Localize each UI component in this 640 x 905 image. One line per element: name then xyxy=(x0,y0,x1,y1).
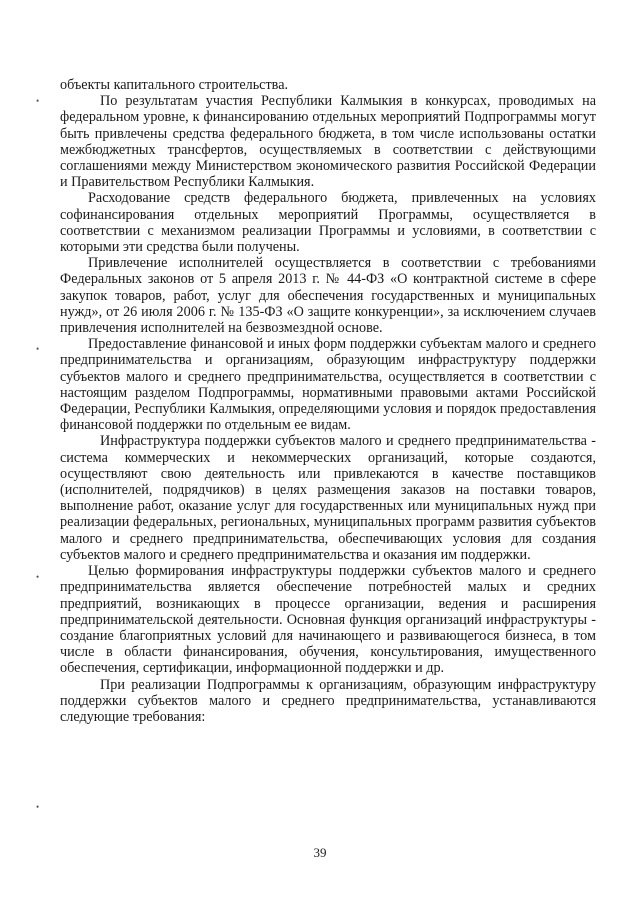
paragraph-8: При реализации Подпрограммы к организациям, образующим инфраструктуру поддержки субъектов малого и среднего предпринимательства, устанавливаются следующие требования: xyxy=(60,676,596,725)
paragraph-5: Предоставление финансовой и иных форм поддержки субъектам малого и среднего предпринимательства и организациям, образующим инфраструктуру поддержки субъектов малого и среднего предпринимательства, осуществляется в соответствии с настоящим разделом Подпрограммы, нормативными правовыми актами Российской Федерации, Республики Калмыкия, определяющими условия и порядок предоставления финансовой поддержки по отдельным ее видам. xyxy=(60,336,596,434)
paragraph-2: По результатам участия Республики Калмыкия в конкурсах, проводимых на федеральном уровне, к финансированию отдельных мероприятий Подпрограммы могут быть привлечены средства федерального бюджета, в том числе использованы остатки межбюджетных трансфертов, осуществляемых в соответствии с действующими соглашениями между Министерством экономического развития Российской Федерации и Правительством Республики Калмыкия. xyxy=(60,93,596,191)
scan-margin-mark: • xyxy=(36,802,40,812)
scan-margin-mark: • xyxy=(36,344,40,354)
paragraph-6: Инфраструктура поддержки субъектов малого и среднего предпринимательства - система коммерческих и некоммерческих организаций, которые создаются, осуществляют свою деятельность или привлекаются в качестве поставщиков (исполнителей, подрядчиков) в целях размещения заказов на поставки товаров, выполнение работ, оказание услуг для государственных или муниципальных нужд при реализации федеральных, региональных, муниципальных программ развития субъектов малого и среднего предпринимательства, обеспечивающих условия для создания субъектов малого и среднего предпринимательства и оказания им поддержки. xyxy=(60,433,596,563)
scan-margin-mark: • xyxy=(36,572,40,582)
paragraph-7: Целью формирования инфраструктуры поддержки субъектов малого и среднего предпринимательства является обеспечение потребностей малых и средних предприятий, возникающих в процессе организации, ведения и расширения предпринимательской деятельности. Основная функция организаций инфраструктуры - создание благоприятных условий для начинающего и развивающегося бизнеса, в том числе в области финансирования, обучения, консультирования, имущественного обеспечения, сертификации, информационной поддержки и др. xyxy=(60,563,596,677)
paragraph-3: Расходование средств федерального бюджета, привлеченных на условиях софинансирования отдельных мероприятий Программы, осуществляется в соответствии с механизмом реализации Программы и условиями, в соответствии с которыми эти средства были получены. xyxy=(60,190,596,256)
scan-margin-mark: • xyxy=(36,96,40,106)
page-number: 39 xyxy=(313,845,327,860)
paragraph-4: Привлечение исполнителей осуществляется в соответствии с требованиями Федеральных законов от 5 апреля 2013 г. № 44-ФЗ «О контрактной системе в сфере закупок товаров, работ, услуг для обеспечения государственных и муниципальных нужд», от 26 июля 2006 г. № 135-ФЗ «О защите конкуренции», за исключением случаев привлечения исполнителей на безвозмездной основе. xyxy=(60,255,596,337)
paragraph-1: объекты капитального строительства. xyxy=(60,77,289,93)
